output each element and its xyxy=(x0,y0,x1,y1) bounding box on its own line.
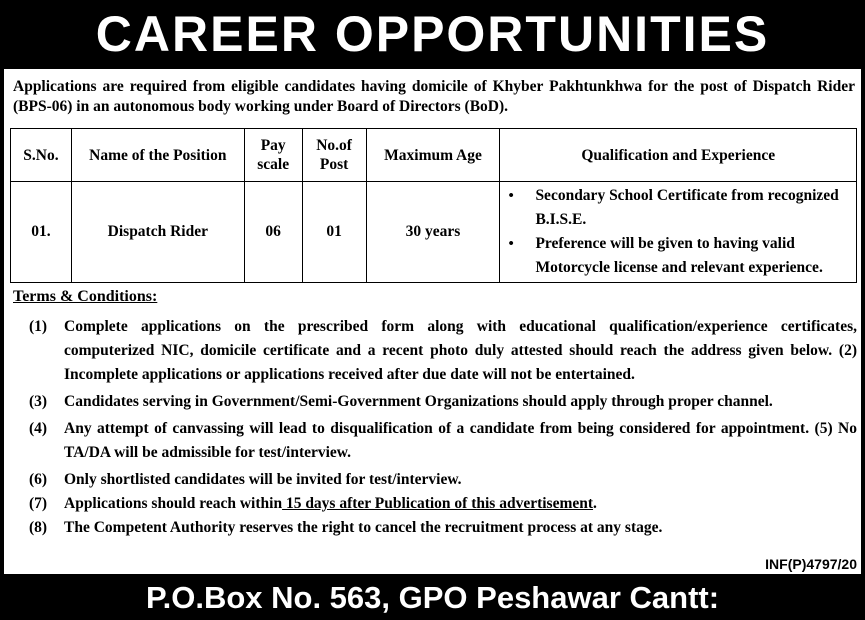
term-text: Candidates serving in Government/Semi-Government Organizations should apply through proper channel. xyxy=(64,393,773,410)
cell-sno: 01. xyxy=(11,182,72,283)
qualification-list xyxy=(508,184,850,280)
cell-position: Dispatch Rider xyxy=(71,182,244,283)
reference-number: INF(P)4797/20 xyxy=(765,556,857,572)
col-header-qualification: Qualification and Experience xyxy=(500,129,857,182)
term-item xyxy=(29,492,857,516)
term-number: (1) xyxy=(29,318,48,335)
col-header-sno: S.No. xyxy=(11,129,72,182)
col-header-pay-scale: Pay scale xyxy=(244,129,302,182)
qualification-item: • Secondary School Certificate from recognized B.I.S.E. xyxy=(508,184,850,232)
term-number: (7) xyxy=(29,495,48,512)
term-item xyxy=(29,315,857,387)
postal-address: P.O.Box No. 563, GPO Peshawar Cantt: xyxy=(0,575,865,620)
term-item xyxy=(29,468,857,492)
col-header-position: Name of the Position xyxy=(71,129,244,182)
positions-table xyxy=(10,128,857,283)
term-number: (4) xyxy=(29,420,48,437)
terms-list xyxy=(29,315,857,540)
cell-max-age: 30 years xyxy=(366,182,500,283)
term-item xyxy=(29,516,857,540)
term-text-start: Applications should reach within xyxy=(64,495,283,512)
term-item xyxy=(29,390,857,414)
term-number: (8) xyxy=(29,519,48,536)
term-text-end: . xyxy=(593,495,597,512)
term-text: Any attempt of canvassing will lead to disqualification of a candidate from being considered for appointment. (5) No TA/DA will be admissible for test/interview. xyxy=(64,420,857,461)
qualification-item: • Preference will be given to having valid Motorcycle license and relevant experience. xyxy=(508,232,850,280)
term-text xyxy=(64,492,857,516)
cell-pay-scale: 06 xyxy=(244,182,302,283)
table-row xyxy=(11,182,857,283)
cell-posts: 01 xyxy=(302,182,366,283)
deadline-underlined: 15 days after Publication of this advertisement xyxy=(282,495,594,512)
terms-heading: Terms & Conditions: xyxy=(13,288,158,305)
col-header-posts: No.of Post xyxy=(302,129,366,182)
term-text: Only shortlisted candidates will be invited for test/interview. xyxy=(64,471,462,488)
term-text: The Competent Authority reserves the right to cancel the recruitment process at any stage. xyxy=(64,519,663,536)
cell-qualification xyxy=(500,182,857,283)
table-header-row xyxy=(11,129,857,182)
term-text: Complete applications on the prescribed form along with educational qualification/experience certificates, computerized NIC, domicile certificate and a recent photo duly attested should reach the address given below. (2) Incomplete applications or applications received after due date will not be entertained. xyxy=(64,318,857,383)
advertisement-body xyxy=(3,68,862,575)
col-header-max-age: Maximum Age xyxy=(366,129,500,182)
term-number: (3) xyxy=(29,393,48,410)
intro-paragraph: Applications are required from eligible candidates having domicile of Khyber Pakhtunkhwa for the post of Dispatch Rider (BPS-06) in an autonomous body working under Board of Directors (BoD). xyxy=(13,78,855,115)
term-item xyxy=(29,417,857,465)
page-title: CAREER OPPORTUNITIES xyxy=(0,0,865,68)
term-number: (6) xyxy=(29,471,48,488)
